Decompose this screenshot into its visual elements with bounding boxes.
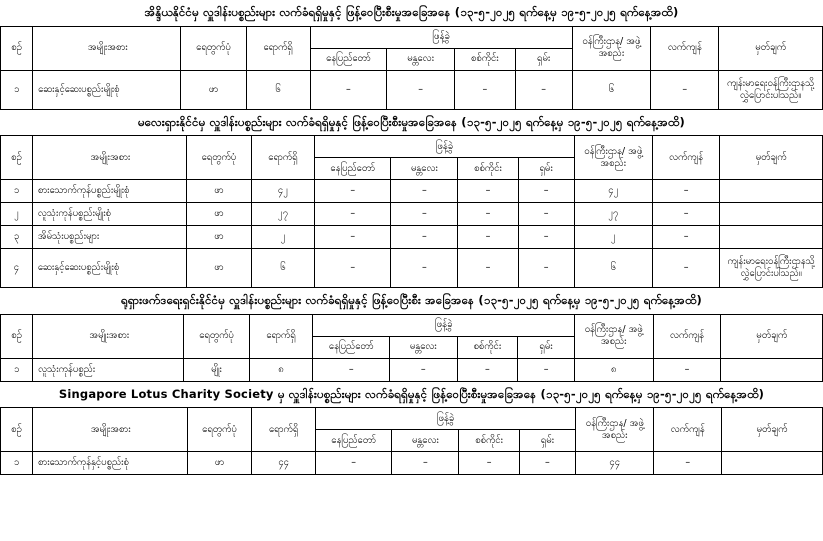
- cell-count: ၂: [251, 226, 314, 249]
- cell-yangon: –: [518, 249, 574, 288]
- cell-note: ကျန်းမာရေးဝန်ကြီးဌာနသို့ လွှဲပြောင်းပါသည်။: [719, 70, 823, 109]
- cell-unit: ဖာ: [186, 226, 251, 249]
- header-note: မှတ်ချက်: [720, 136, 823, 180]
- cell-type: စားသောက်ကုန်ပစ္စည်းမျိုးစုံ: [32, 180, 186, 203]
- cell-sagaing: –: [457, 358, 518, 381]
- header-yangon: ရှမ်း: [518, 158, 574, 180]
- header-sagaing: စစ်ကိုင်း: [457, 336, 518, 358]
- header-remaining: လက်ကျန်: [653, 314, 721, 358]
- cell-note: [720, 180, 823, 203]
- header-type: အမျိုးအစား: [32, 408, 187, 452]
- cell-no: ၁: [1, 358, 33, 381]
- cell-remaining: –: [652, 226, 720, 249]
- header-unit: ရေတွက်ပုံ: [184, 314, 249, 358]
- header-naypyitaw: နေပြည်တော်: [315, 430, 391, 452]
- table-row: [1, 203, 823, 226]
- cell-type: လူသုံးကုန်ပစ္စည်းမျိုးစုံ: [32, 203, 186, 226]
- section-title: မလေးရှားနိုင်ငံမှ လှူဒါန်းပစ္စည်းများ လက်ခံရရှိမှုနှင့် ဖြန့်ဝေပြီးစီးမှုအခြေအနေ (၁၃-၅-၂၀၂၅ ရက်နေ့မှ ၁၉-၅-၂၀၂၅ ရက်နေ့အထိ): [138, 114, 685, 129]
- cell-no: ၃: [1, 226, 33, 249]
- section-russia: [0, 288, 823, 382]
- cell-count: ၈: [249, 358, 313, 381]
- cell-big-store: ၂၇: [574, 203, 652, 226]
- cell-count: ၄၂: [251, 180, 314, 203]
- header-sagaing: စစ်ကိုင်း: [458, 158, 518, 180]
- header-remaining: လက်ကျန်: [652, 136, 720, 180]
- section-malaysia: [0, 110, 823, 289]
- cell-big-store: ၄၄: [576, 452, 654, 475]
- cell-remaining: –: [653, 358, 721, 381]
- header-remaining: လက်ကျန်: [651, 26, 719, 70]
- header-count: ရောက်ရှိ: [249, 314, 313, 358]
- header-mandalay: မန္တလေး: [392, 430, 459, 452]
- cell-remaining: –: [652, 249, 720, 288]
- cell-count: ၆: [246, 70, 310, 109]
- donation-table: [0, 26, 823, 110]
- table-row: [1, 452, 823, 475]
- cell-remaining: –: [654, 452, 722, 475]
- cell-no: ၄: [1, 249, 33, 288]
- cell-naypyitaw: –: [315, 249, 391, 288]
- cell-sagaing: –: [458, 180, 518, 203]
- cell-big-store: ၄၂: [574, 180, 652, 203]
- cell-mandalay: –: [391, 226, 458, 249]
- table-header-row-1: [1, 408, 823, 430]
- cell-sagaing: –: [459, 452, 519, 475]
- cell-unit: မျိုး: [184, 358, 249, 381]
- cell-count: ၆: [251, 249, 314, 288]
- cell-unit: ဖာ: [187, 452, 252, 475]
- header-note: မှတ်ချက်: [719, 26, 823, 70]
- cell-yangon: –: [515, 70, 572, 109]
- cell-note: [722, 452, 823, 475]
- header-sagaing: စစ်ကိုင်း: [454, 48, 515, 70]
- header-no: စဉ်: [1, 408, 33, 452]
- header-yangon: ရှမ်း: [518, 336, 575, 358]
- donation-table: [0, 135, 823, 288]
- header-big-store: ဝန်ကြီးဌာန/ အဖွဲ့အစည်း: [574, 314, 653, 358]
- header-unit: ရေတွက်ပုံ: [186, 136, 251, 180]
- cell-note: [720, 226, 823, 249]
- cell-no: ၂: [1, 203, 33, 226]
- header-type: အမျိုးအစား: [33, 26, 181, 70]
- table-header-row-1: [1, 26, 823, 48]
- cell-remaining: –: [652, 180, 720, 203]
- cell-no: ၁: [1, 452, 33, 475]
- cell-type: အိမ်သုံးပစ္စည်းများ: [32, 226, 186, 249]
- cell-yangon: –: [518, 358, 575, 381]
- cell-big-store: ၂: [574, 226, 652, 249]
- header-naypyitaw: နေပြည်တော်: [315, 158, 391, 180]
- section-india: [0, 0, 823, 110]
- cell-mandalay: –: [391, 249, 458, 288]
- donation-table: [0, 314, 823, 382]
- cell-naypyitaw: –: [310, 70, 387, 109]
- section-singapore: [0, 382, 823, 476]
- header-big-store: ဝန်ကြီးဌာန/ အဖွဲ့အစည်း: [576, 408, 654, 452]
- cell-naypyitaw: –: [315, 203, 391, 226]
- header-unit: ရေတွက်ပုံ: [181, 26, 246, 70]
- cell-note: ကျန်းမာရေးဝန်ကြီးဌာနသို့ လွှဲပြောင်းပါသည်။: [720, 249, 823, 288]
- cell-naypyitaw: –: [315, 452, 391, 475]
- cell-mandalay: –: [387, 70, 455, 109]
- cell-unit: ဖာ: [186, 180, 251, 203]
- cell-type: စားသောက်ကုန်နှင့်ပစ္စည်းစုံ: [32, 452, 187, 475]
- header-count: ရောက်ရှိ: [246, 26, 310, 70]
- header-sagaing: စစ်ကိုင်း: [459, 430, 519, 452]
- cell-naypyitaw: –: [315, 226, 391, 249]
- header-distribute-group: ဖြန့်ခွဲ: [310, 26, 572, 48]
- header-distribute-group: ဖြန့်ခွဲ: [315, 408, 575, 430]
- table-row: [1, 70, 823, 109]
- cell-big-store: ၆: [572, 70, 651, 109]
- header-count: ရောက်ရှိ: [251, 136, 314, 180]
- section-title: Singapore Lotus Charity Society မှ လှူဒါန်းပစ္စည်းများ လက်ခံရရှိမှုနှင့် ဖြန့်ဝေပြီးစီးမှုအခြေအနေ (၁၃-၅-၂၀၂၅ ရက်နေ့မှ ၁၉-၅-၂၀၂၅ ရက်နေ့အထိ): [58, 386, 765, 401]
- header-big-store: ဝန်ကြီးဌာန/ အဖွဲ့အစည်း: [572, 26, 651, 70]
- cell-yangon: –: [518, 226, 574, 249]
- header-distribute-group: ဖြန့်ခွဲ: [315, 136, 575, 158]
- cell-mandalay: –: [392, 452, 459, 475]
- cell-sagaing: –: [458, 249, 518, 288]
- header-type: အမျိုးအစား: [33, 314, 184, 358]
- cell-naypyitaw: –: [313, 358, 390, 381]
- cell-no: ၁: [1, 70, 33, 109]
- cell-no: ၁: [1, 180, 33, 203]
- section-title: ရုရှားဖက်ဒရေးရှင်းနိုင်ငံမှ လှူဒါန်းပစ္စည်းများ လက်ခံရရှိမှုနှင့် ဖြန့်ဝေပြီးစီး အခြေအနေ (၁၃-၅-၂၀၂၅ ရက်နေ့မှ ၁၉-၅-၂၀၂၅ ရက်နေ့အထိ): [121, 293, 702, 308]
- cell-yangon: –: [518, 180, 574, 203]
- header-mandalay: မန္တလေး: [387, 48, 455, 70]
- header-note: မှတ်ချက်: [722, 408, 823, 452]
- header-no: စဉ်: [1, 136, 33, 180]
- cell-mandalay: –: [391, 203, 458, 226]
- cell-mandalay: –: [390, 358, 458, 381]
- cell-type: ဆေးနှင့်ဆေးပစ္စည်းမျိုးစုံ: [32, 249, 186, 288]
- header-naypyitaw: နေပြည်တော်: [310, 48, 387, 70]
- header-count: ရောက်ရှိ: [252, 408, 316, 452]
- donation-table: [0, 407, 823, 475]
- cell-yangon: –: [519, 452, 575, 475]
- cell-count: ၄၄: [252, 452, 316, 475]
- cell-sagaing: –: [458, 226, 518, 249]
- header-naypyitaw: နေပြည်တော်: [313, 336, 390, 358]
- cell-note: [721, 358, 823, 381]
- cell-yangon: –: [518, 203, 574, 226]
- cell-unit: ဖာ: [186, 249, 251, 288]
- cell-note: [720, 203, 823, 226]
- cell-remaining: –: [652, 203, 720, 226]
- table-row: [1, 180, 823, 203]
- table-header-row-1: [1, 136, 823, 158]
- cell-mandalay: –: [391, 180, 458, 203]
- table-row: [1, 358, 823, 381]
- header-yangon: ရှမ်း: [515, 48, 572, 70]
- cell-big-store: ၈: [574, 358, 653, 381]
- cell-big-store: ၆: [574, 249, 652, 288]
- cell-naypyitaw: –: [315, 180, 391, 203]
- cell-unit: ဖာ: [181, 70, 246, 109]
- header-remaining: လက်ကျန်: [654, 408, 722, 452]
- cell-sagaing: –: [454, 70, 515, 109]
- header-mandalay: မန္တလေး: [390, 336, 458, 358]
- header-unit: ရေတွက်ပုံ: [187, 408, 252, 452]
- cell-sagaing: –: [458, 203, 518, 226]
- header-distribute-group: ဖြန့်ခွဲ: [313, 314, 574, 336]
- header-type: အမျိုးအစား: [32, 136, 186, 180]
- header-no: စဉ်: [1, 314, 33, 358]
- table-row: [1, 249, 823, 288]
- cell-type: ဆေးနှင့်ဆေးပစ္စည်းမျိုးစုံ: [33, 70, 181, 109]
- table-header-row-1: [1, 314, 823, 336]
- table-row: [1, 226, 823, 249]
- header-no: စဉ်: [1, 26, 33, 70]
- cell-remaining: –: [651, 70, 719, 109]
- header-big-store: ဝန်ကြီးဌာန/ အဖွဲ့အစည်း: [574, 136, 652, 180]
- section-title: အိန္ဒိယနိုင်ငံမှ လှူဒါန်းပစ္စည်းများ လက်ခံရရှိမှုနှင့် ဖြန့်ဝေပြီးစီးမှုအခြေအနေ (၁၃-၅-၂၀၂၅ ရက်နေ့မှ ၁၉-၅-၂၀၂၅ ရက်နေ့အထိ): [144, 5, 679, 19]
- header-note: မှတ်ချက်: [721, 314, 823, 358]
- header-mandalay: မန္တလေး: [391, 158, 458, 180]
- header-yangon: ရှမ်း: [519, 430, 575, 452]
- cell-type: လူသုံးကုန်ပစ္စည်း: [33, 358, 184, 381]
- cell-count: ၂၇: [251, 203, 314, 226]
- cell-unit: ဖာ: [186, 203, 251, 226]
